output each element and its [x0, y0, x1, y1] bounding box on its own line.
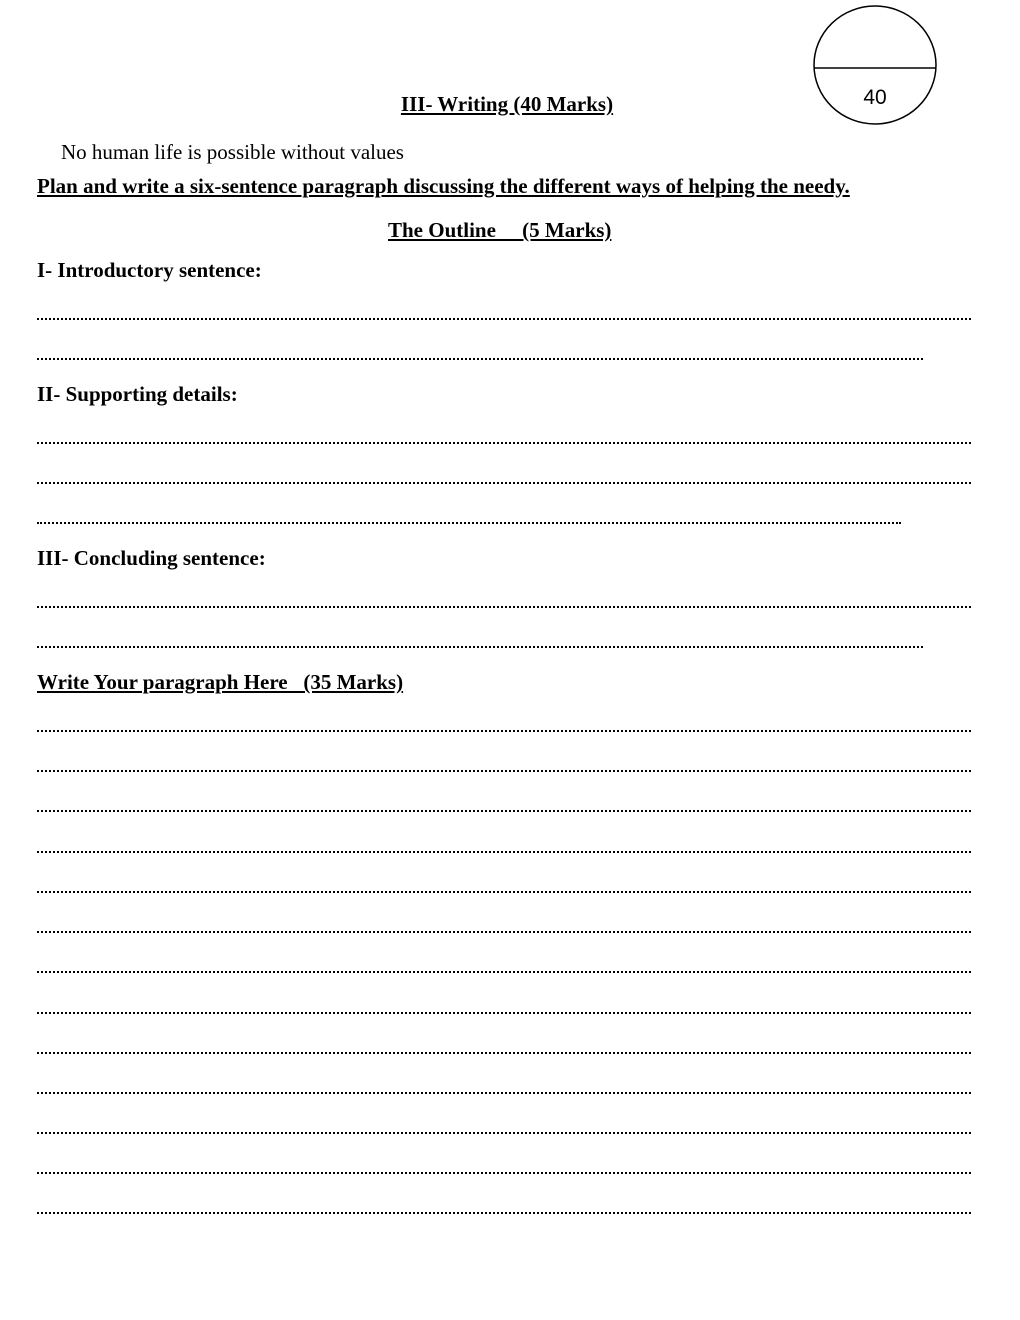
- paragraph-line[interactable]: [37, 810, 971, 812]
- paragraph-title: Write Your paragraph Here (35 Marks): [37, 670, 404, 694]
- paragraph-line[interactable]: [37, 891, 971, 893]
- paragraph-line[interactable]: [37, 1132, 971, 1134]
- introductory-sentence-label: I- Introductory sentence:: [37, 258, 262, 282]
- introductory-answer-line-2[interactable]: [37, 358, 923, 360]
- task-instruction: Plan and write a six-sentence paragraph discussing the different ways of helping the needy.: [37, 174, 850, 198]
- section-title: III- Writing (40 Marks): [400, 92, 614, 116]
- concluding-answer-line-2[interactable]: [37, 646, 923, 648]
- supporting-answer-line-2[interactable]: [37, 482, 971, 484]
- score-total: 40: [863, 86, 887, 109]
- concluding-sentence-label: III- Concluding sentence:: [37, 546, 266, 570]
- supporting-answer-line-1[interactable]: [37, 442, 971, 444]
- paragraph-line[interactable]: [37, 1172, 971, 1174]
- concluding-answer-line-1[interactable]: [37, 606, 971, 608]
- paragraph-line[interactable]: [37, 1092, 971, 1094]
- paragraph-line[interactable]: [37, 1212, 971, 1214]
- introductory-answer-line-1[interactable]: [37, 318, 971, 320]
- paragraph-line[interactable]: [37, 770, 971, 772]
- supporting-details-label: II- Supporting details:: [37, 382, 238, 406]
- paragraph-line[interactable]: [37, 730, 971, 732]
- paragraph-line[interactable]: [37, 851, 971, 853]
- paragraph-line[interactable]: [37, 931, 971, 933]
- paragraph-line[interactable]: [37, 971, 971, 973]
- prompt-quote: No human life is possible without values: [61, 140, 404, 164]
- paragraph-line[interactable]: [37, 1052, 971, 1054]
- paragraph-line[interactable]: [37, 1012, 971, 1014]
- supporting-answer-line-3[interactable]: [37, 522, 901, 524]
- outline-title: The Outline (5 Marks): [388, 218, 612, 242]
